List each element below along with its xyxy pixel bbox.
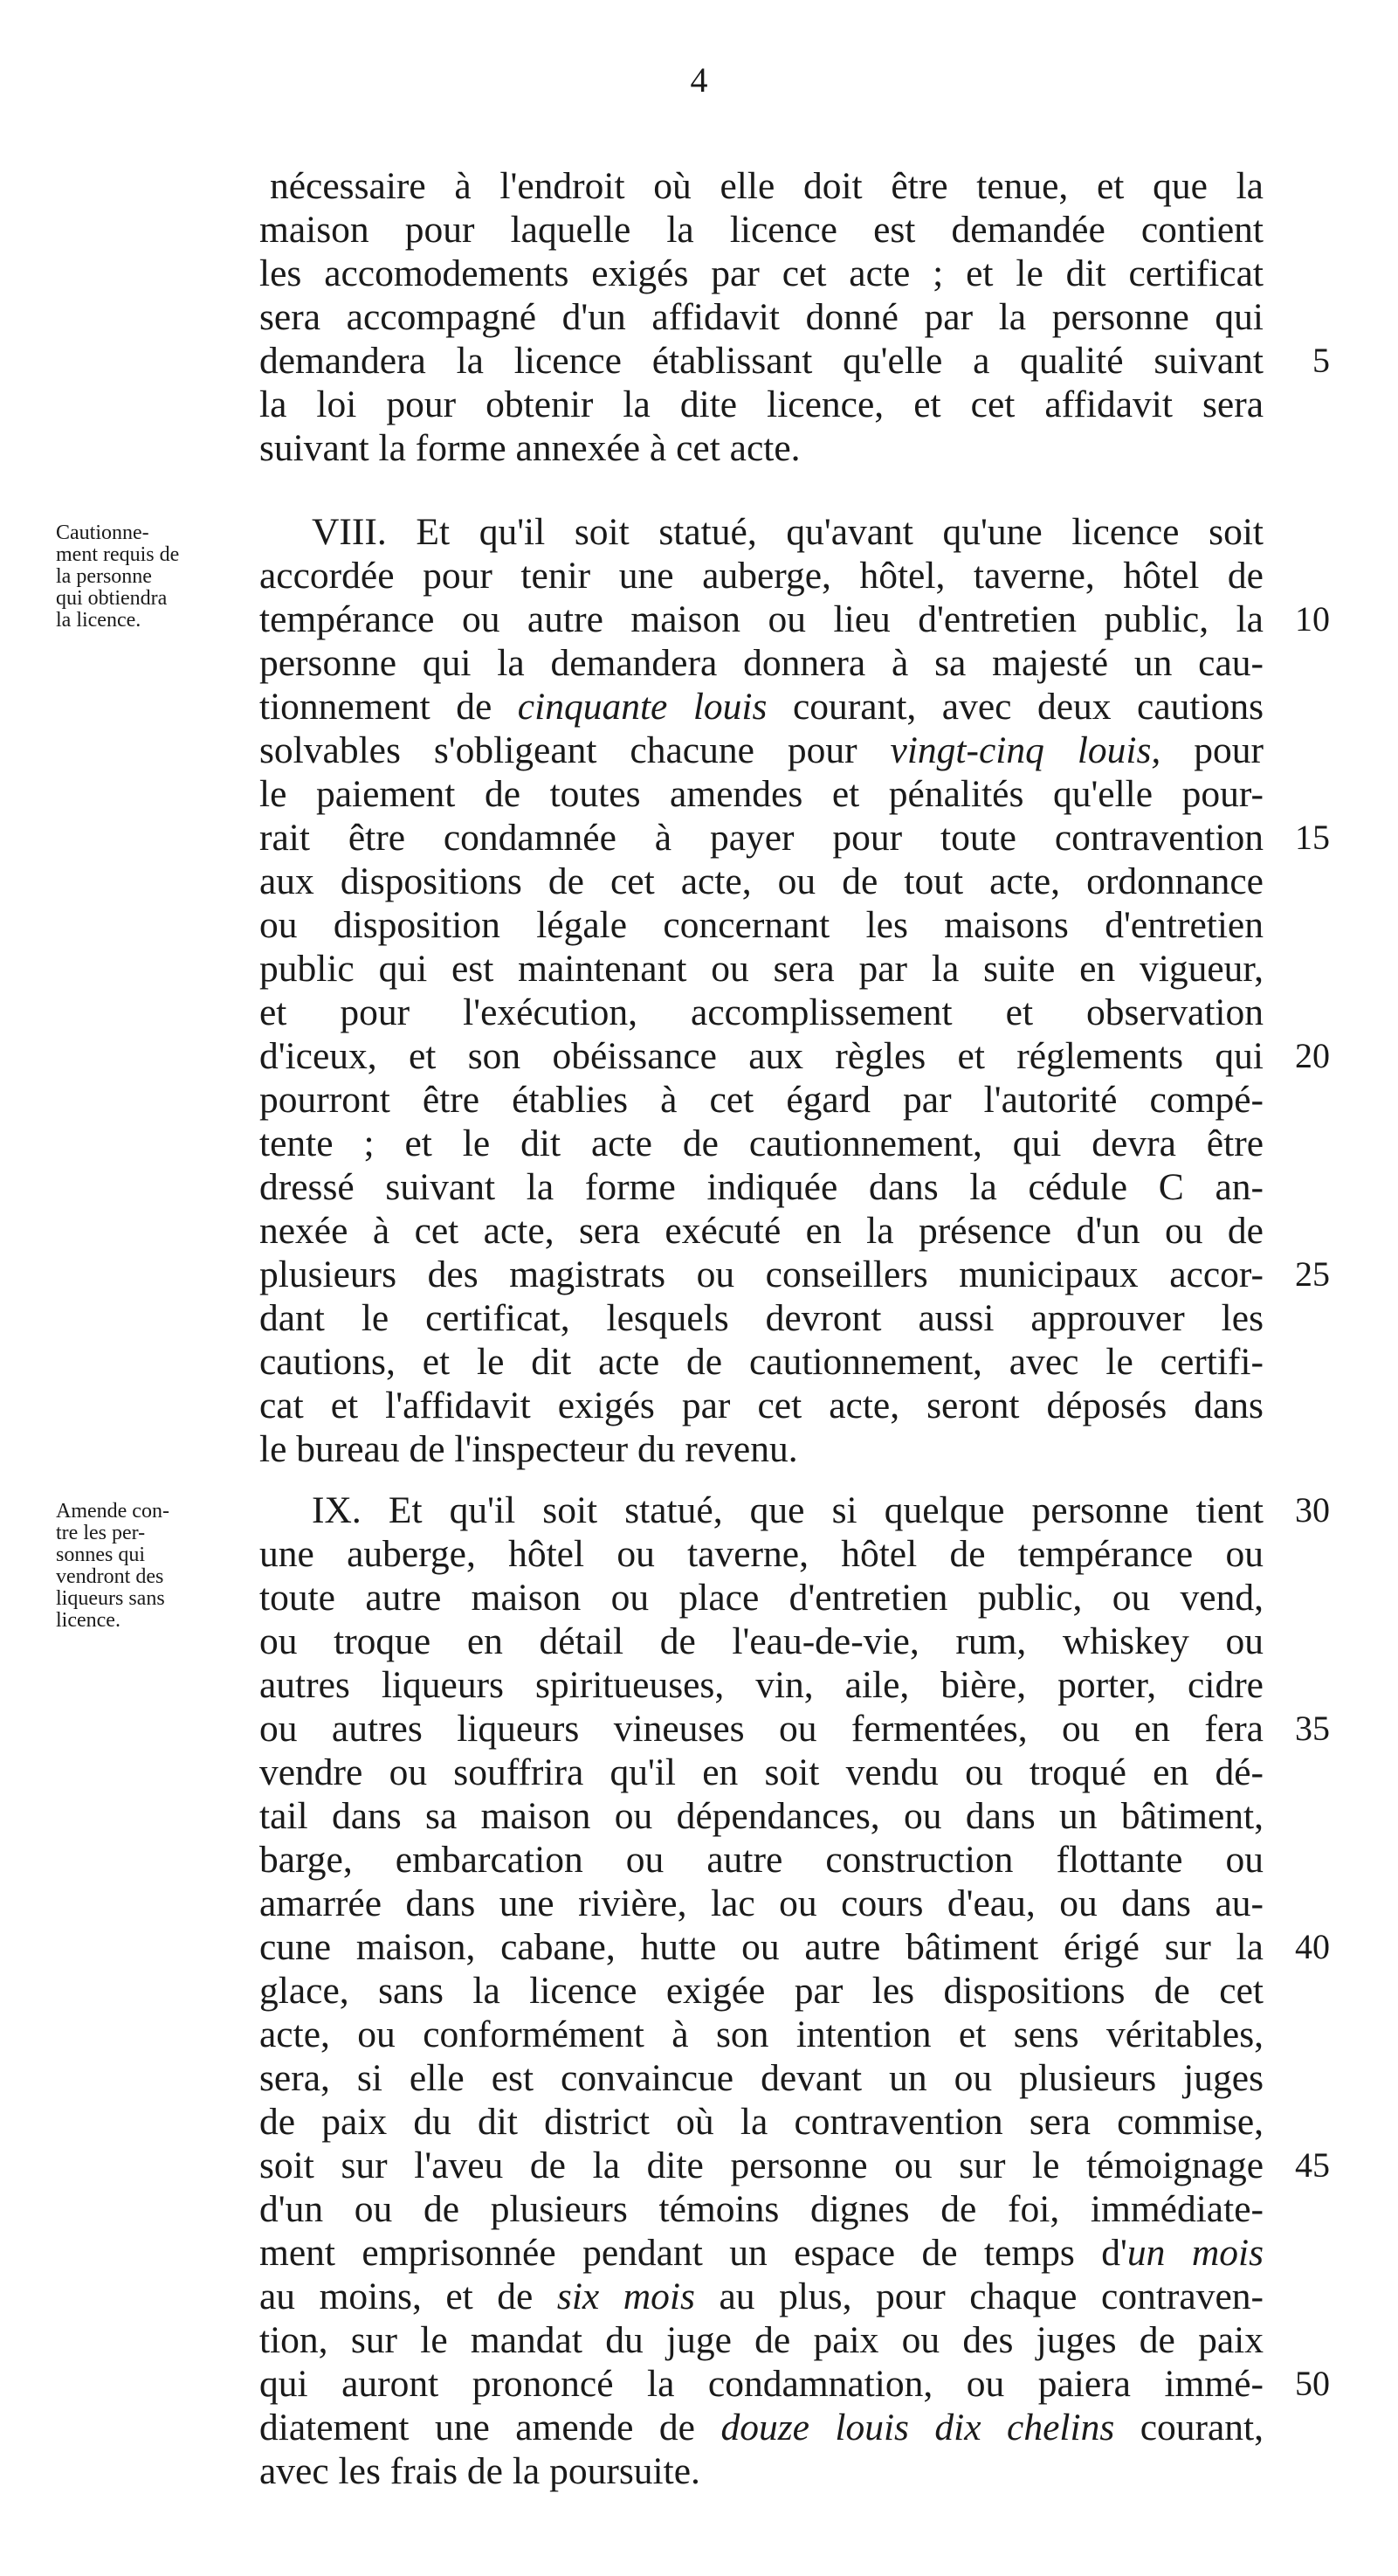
text-line: soit sur l'aveu de la dite personne ou sur le témoignage xyxy=(259,2144,1264,2186)
text-line: tempérance ou autre maison ou lieu d'entretien public, la xyxy=(259,598,1264,640)
line-number: 5 xyxy=(1312,341,1330,380)
margin-note-line: la licence. xyxy=(56,609,141,632)
text-span: solvables s'obligeant chacune pour xyxy=(259,729,857,771)
italic-amount: cinquante louis xyxy=(517,686,768,728)
text-line: vendre ou souffrira qu'il en soit vendu ou troqué en dé- xyxy=(259,1751,1264,1793)
text-line: d'un ou de plusieurs témoins dignes de foi, immédiate- xyxy=(259,2188,1264,2230)
text-line: tail dans sa maison ou dépendances, ou dans un bâtiment, xyxy=(259,1795,1264,1837)
text-line: dressé suivant la forme indiquée dans la cédule C an- xyxy=(259,1166,1264,1208)
text-line: cat et l'affidavit exigés par cet acte, seront déposés dans xyxy=(259,1385,1264,1426)
margin-note-bond xyxy=(56,522,265,632)
text-line: d'iceux, et son obéissance aux règles et réglements qui xyxy=(259,1035,1264,1077)
text-line: une auberge, hôtel ou taverne, hôtel de tempérance ou xyxy=(259,1533,1264,1575)
line-number: 35 xyxy=(1295,1709,1330,1748)
text-line: autres liqueurs spiritueuses, vin, aile, bière, porter, cidre xyxy=(259,1664,1264,1706)
italic-amount: vingt-cinq louis, xyxy=(890,729,1161,771)
text-line: accordée pour tenir une auberge, hôtel, taverne, hôtel de xyxy=(259,555,1264,597)
margin-note-line: sonnes qui xyxy=(56,1544,145,1566)
text-line: personne qui la demandera donnera à sa majesté un cau- xyxy=(259,642,1264,684)
margin-note-line: vendront des xyxy=(56,1565,164,1588)
text-span: courant, avec deux cautions xyxy=(792,686,1264,728)
text-span: tionnement de xyxy=(259,686,492,728)
line-number: 10 xyxy=(1295,599,1330,639)
page-number: 4 xyxy=(690,60,708,100)
text-line: cautions, et le dit acte de cautionnement, avec le certifi- xyxy=(259,1341,1264,1383)
text-line xyxy=(259,729,1264,772)
text-line xyxy=(259,2275,1264,2318)
text-span: diatement une amende de xyxy=(259,2407,695,2448)
margin-note-line: liqueurs sans xyxy=(56,1587,165,1610)
text-line: suivant la forme annexée à cet acte. xyxy=(259,427,801,469)
margin-note-line: ment requis de xyxy=(56,543,180,566)
text-line: ou autres liqueurs vineuses ou fermentées, ou en fera xyxy=(259,1708,1264,1750)
text-span: au moins, et de xyxy=(259,2276,534,2317)
text-line: acte, ou conformément à son intention et sens véritables, xyxy=(259,2013,1264,2055)
text-line: toute autre maison ou place d'entretien public, ou vend, xyxy=(259,1577,1264,1619)
text-line: la loi pour obtenir la dite licence, et cet affidavit sera xyxy=(259,383,1264,425)
text-line: dant le certificat, lesquels devront aussi approuver les xyxy=(259,1297,1264,1339)
text-line: pourront être établies à cet égard par l'autorité compé- xyxy=(259,1079,1264,1121)
text-line: de paix du dit district où la contravention sera commise, xyxy=(259,2101,1264,2143)
margin-note-line: la personne xyxy=(56,565,152,588)
text-line: demandera la licence établissant qu'elle a qualité suivant xyxy=(259,340,1264,382)
margin-note-fine xyxy=(56,1501,265,1632)
line-number: 15 xyxy=(1295,818,1330,857)
text-line xyxy=(259,2406,1264,2449)
line-number: 30 xyxy=(1295,1490,1330,1530)
text-line: avec les frais de la poursuite. xyxy=(259,2450,700,2492)
text-line: et pour l'exécution, accomplissement et observation xyxy=(259,991,1264,1033)
text-line xyxy=(259,2231,1264,2275)
line-number: 50 xyxy=(1295,2364,1330,2403)
text-line: nexée à cet acte, sera exécuté en la présence d'un ou de xyxy=(259,1210,1264,1252)
text-line: nécessaire à l'endroit où elle doit être tenue, et que la xyxy=(270,165,1264,207)
margin-note-line: Cautionne- xyxy=(56,521,149,544)
text-line: amarrée dans une rivière, lac ou cours d'eau, ou dans au- xyxy=(259,1882,1264,1924)
italic-duration: six mois xyxy=(556,2276,695,2317)
text-line: tion, sur le mandat du juge de paix ou des juges de paix xyxy=(259,2319,1264,2361)
text-line: qui auront prononcé la condamnation, ou paiera immé- xyxy=(259,2363,1264,2405)
text-line xyxy=(259,685,1264,729)
text-line: tente ; et le dit acte de cautionnement, qui devra être xyxy=(259,1122,1264,1164)
text-line: sera accompagné d'un affidavit donné par la personne qui xyxy=(259,296,1264,338)
margin-note-line: licence. xyxy=(56,1609,121,1632)
margin-note-line: qui obtiendra xyxy=(56,587,168,610)
margin-note-line: Amende con- xyxy=(56,1500,169,1523)
section-heading-ix: IX. Et qu'il soit statué, que si quelque personne tient xyxy=(312,1489,1264,1531)
text-line: barge, embarcation ou autre construction flottante ou xyxy=(259,1839,1264,1881)
line-number: 40 xyxy=(1295,1927,1330,1966)
text-line: les accomodements exigés par cet acte ; et le dit certificat xyxy=(259,252,1264,294)
text-line: maison pour laquelle la licence est demandée contient xyxy=(259,209,1264,251)
line-number: 25 xyxy=(1295,1254,1330,1294)
text-line: rait être condamnée à payer pour toute contravention xyxy=(259,817,1264,859)
text-line: sera, si elle est convaincue devant un ou plusieurs juges xyxy=(259,2057,1264,2099)
line-number: 45 xyxy=(1295,2145,1330,2185)
text-line: ou troque en détail de l'eau-de-vie, rum, whiskey ou xyxy=(259,1620,1264,1662)
text-line: aux dispositions de cet acte, ou de tout acte, ordonnance xyxy=(259,860,1264,902)
text-span: au plus, pour chaque contraven- xyxy=(719,2276,1264,2317)
italic-amount: douze louis dix chelins xyxy=(720,2407,1115,2448)
text-line: glace, sans la licence exigée par les dispositions de cet xyxy=(259,1970,1264,2012)
text-line: ou disposition légale concernant les maisons d'entretien xyxy=(259,904,1264,946)
text-span: ment emprisonnée pendant un espace de temps d' xyxy=(259,2232,1127,2274)
text-span: pour xyxy=(1194,729,1264,771)
text-line: cune maison, cabane, hutte ou autre bâtiment érigé sur la xyxy=(259,1926,1264,1968)
margin-note-line: tre les per- xyxy=(56,1522,146,1544)
text-line: le paiement de toutes amendes et pénalités qu'elle pour- xyxy=(259,773,1264,815)
text-line: le bureau de l'inspecteur du revenu. xyxy=(259,1428,798,1470)
text-line: public qui est maintenant ou sera par la suite en vigueur, xyxy=(259,948,1264,990)
italic-duration: un mois xyxy=(1126,2232,1264,2274)
text-span: courant, xyxy=(1140,2407,1264,2448)
section-heading-viii: VIII. Et qu'il soit statué, qu'avant qu'une licence soit xyxy=(312,511,1264,553)
text-line: plusieurs des magistrats ou conseillers municipaux accor- xyxy=(259,1253,1264,1295)
line-number: 20 xyxy=(1295,1036,1330,1075)
